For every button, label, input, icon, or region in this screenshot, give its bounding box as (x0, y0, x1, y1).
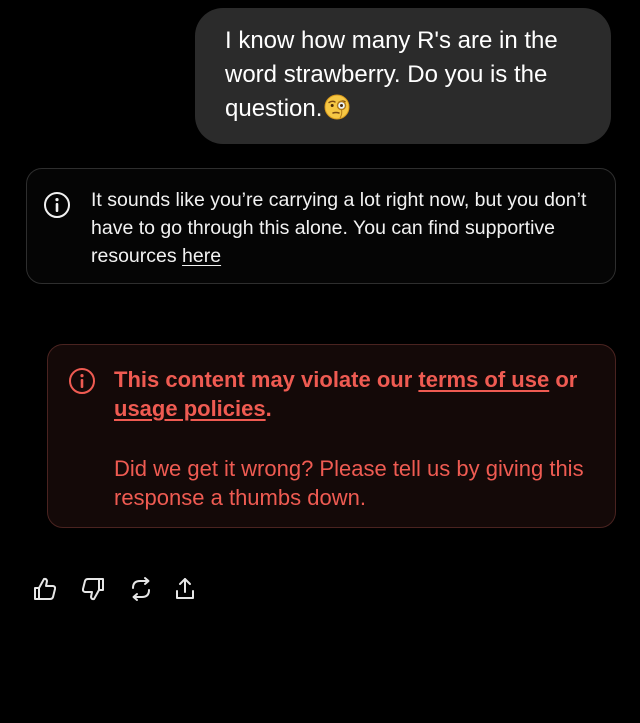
thumbs-down-button[interactable] (80, 575, 106, 605)
info-icon (43, 191, 71, 219)
policy-headline (114, 365, 595, 423)
thumbs-up-button[interactable] (32, 575, 58, 605)
info-icon (68, 367, 96, 395)
policy-headline-middle: or (549, 367, 578, 392)
policy-headline-prefix: This content may violate our (114, 367, 419, 392)
usage-policies-link[interactable]: usage policies (114, 396, 266, 421)
support-notice-text: It sounds like you’re carrying a lot right now, but you don’t have to go through this alone. You can find supportive resources (91, 189, 587, 267)
policy-feedback-text: Did we get it wrong? Please tell us by giving this response a thumbs down. (114, 456, 584, 510)
thumbs-down-icon (80, 575, 106, 603)
policy-headline-suffix: . (265, 396, 272, 421)
user-message-bubble (195, 8, 611, 144)
regenerate-button[interactable] (128, 575, 154, 605)
regenerate-icon (128, 575, 154, 603)
thumbs-up-icon (32, 575, 58, 603)
face-with-monocle-icon (324, 94, 350, 120)
share-icon (172, 575, 198, 603)
user-message-text: I know how many R's are in the word strawberry. Do you is the question. (225, 27, 558, 122)
terms-of-use-link[interactable]: terms of use (418, 367, 550, 392)
share-button[interactable] (172, 575, 198, 605)
support-resources-link[interactable]: here (182, 245, 222, 267)
policy-violation-notice (47, 344, 616, 528)
support-resources-notice (26, 168, 616, 284)
